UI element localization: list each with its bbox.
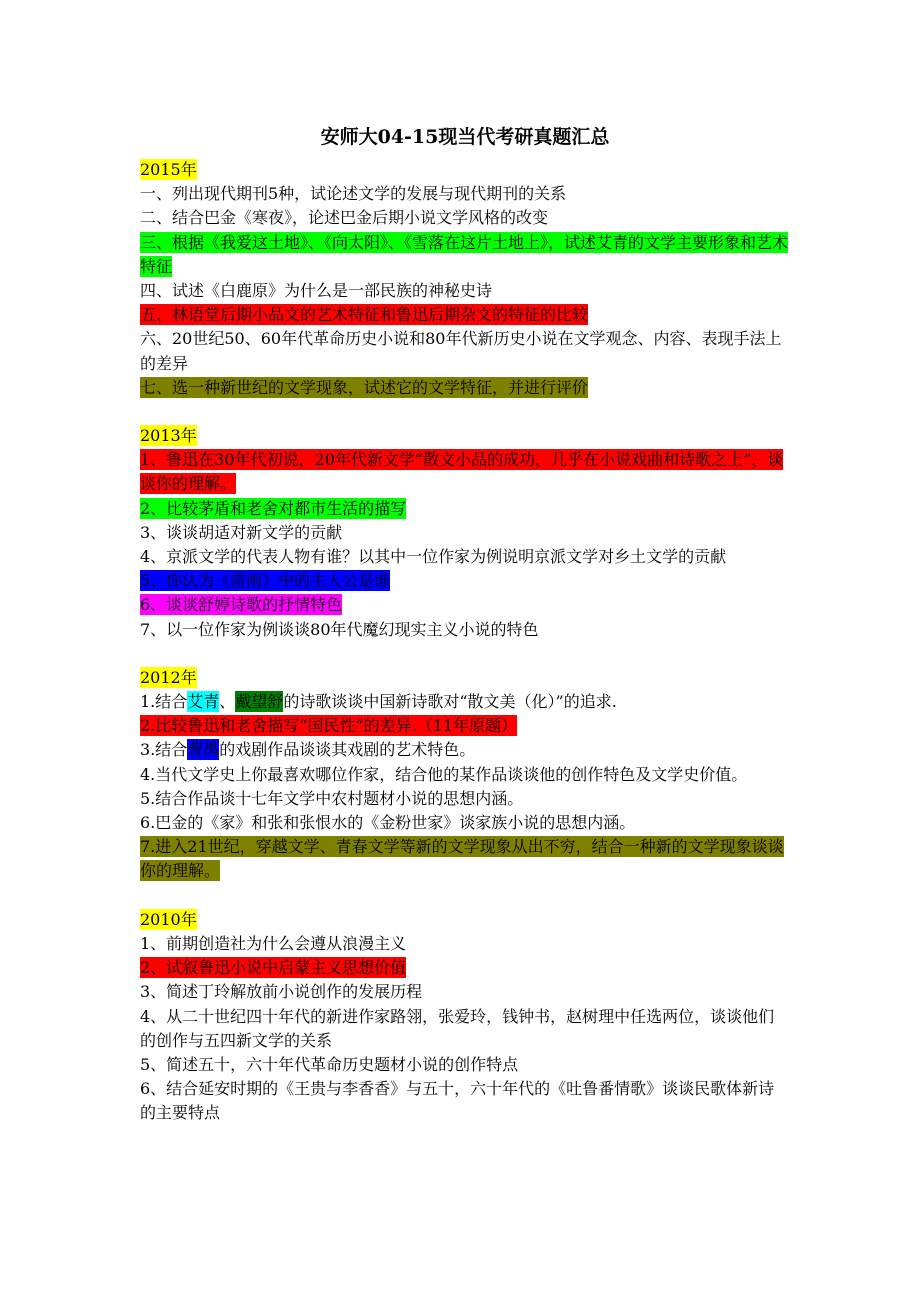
question-2015-2: 二、结合巴金《寒夜》，论述巴金后期小说文学风格的改变 — [140, 208, 549, 228]
question-2012-1-prefix: 1.结合 — [140, 692, 188, 712]
question-2010-4: 4、从二十世纪四十年代的新进作家路翎，张爱玲，钱钟书，赵树理中任选两位，谈谈他们的创作与五四新文学的关系 — [140, 1006, 775, 1050]
section-2013 — [140, 424, 790, 642]
highlight-dai-wangshu: 戴望舒 — [235, 692, 284, 712]
section-2010 — [140, 908, 790, 1126]
question-2010-6: 6、结合延安时期的《王贵与李香香》与五十，六十年代的《吐鲁番情歌》谈谈民歌体新诗的主要特点 — [140, 1079, 775, 1123]
year-heading-2013: 2013年 — [140, 426, 197, 446]
question-2015-3: 三、根据《我爱这土地》、《向太阳》、《雪落在这片土地上》，试述艾青的文学主要形象和艺术特征 — [140, 232, 789, 276]
highlight-ai-qing: 艾青 — [187, 692, 220, 712]
question-2013-6: 6、谈谈舒婷诗歌的抒情特色 — [140, 595, 343, 615]
question-2015-7: 七、选一种新世纪的文学现象，试述它的文学特征，并进行评价 — [140, 377, 589, 397]
question-2012-3 — [140, 738, 790, 762]
question-2010-5: 5、简述五十，六十年代革命历史题材小说的创作特点 — [140, 1054, 519, 1074]
document-title: 安师大04-15现当代考研真题汇总 — [320, 126, 610, 148]
question-2012-3-prefix: 3.结合 — [140, 740, 188, 760]
year-heading-2015: 2015年 — [140, 160, 197, 179]
question-2013-3: 3、谈谈胡适对新文学的贡献 — [140, 522, 343, 542]
year-heading-2010: 2010年 — [140, 909, 197, 929]
question-2015-4: 四、试述《白鹿原》为什么是一部民族的神秘史诗 — [140, 281, 493, 301]
question-2015-6: 六、20世纪50、60年代革命历史小说和80年代新历史小说在文学观念、内容、表现手法上的差异 — [140, 329, 782, 373]
question-2013-5: 5、你认为《雷雨》中的主人公是谁 — [140, 571, 391, 591]
question-2010-2: 2、试叙鲁迅小说中启蒙主义思想价值 — [140, 958, 407, 978]
question-2013-2: 2、比较茅盾和老舍对都市生活的描写 — [140, 498, 407, 518]
question-2015-5: 五、林语堂后期小品文的艺术特征和鲁迅后期杂文的特征的比较 — [140, 305, 589, 325]
question-2012-2: 2.比较鲁迅和老舍描写“国民性”的差异.（11年原题） — [140, 716, 518, 736]
section-2012 — [140, 666, 790, 884]
document-body — [140, 122, 790, 1150]
question-2012-4: 4.当代文学史上你最喜欢哪位作家，结合他的某作品谈谈他的创作特色及文学史价值。 — [140, 764, 748, 784]
question-2012-6: 6.巴金的《家》和张和张恨水的《金粉世家》谈家族小说的思想内涵。 — [140, 813, 636, 833]
highlight-cao-yu: 曹禺 — [187, 740, 220, 760]
question-2010-1: 1、前期创造社为什么会遵从浪漫主义 — [140, 933, 407, 953]
question-2012-1-rest: 的诗歌谈谈中国新诗歌对“散文美（化）”的追求. — [283, 692, 617, 712]
question-2012-3-rest: 的戏剧作品谈谈其戏剧的艺术特色。 — [219, 740, 476, 760]
section-2015 — [140, 158, 790, 400]
year-heading-2012: 2012年 — [140, 667, 197, 687]
question-2012-7: 7.进入21世纪，穿越文学、青春文学等新的文学现象从出不穷，结合一种新的文学现象谈谈你的理解。 — [140, 837, 784, 881]
question-2012-5: 5.结合作品谈十七年文学中农村题材小说的思想内涵。 — [140, 788, 524, 808]
question-2015-1: 一、列出现代期刊5种，试论述文学的发展与现代期刊的关系 — [140, 184, 567, 204]
question-2010-3: 3、简述丁玲解放前小说创作的发展历程 — [140, 982, 423, 1002]
question-2012-1-sep: 、 — [219, 692, 236, 712]
question-2013-4: 4、京派文学的代表人物有谁？以其中一位作家为例说明京派文学对乡土文学的贡献 — [140, 547, 727, 567]
question-2012-1 — [140, 690, 790, 714]
question-2013-7: 7、以一位作家为例谈谈80年代魔幻现实主义小说的特色 — [140, 619, 539, 639]
question-2013-1: 1、鲁迅在30年代初说，20年代新文学“散文小品的成功，几乎在小说戏曲和诗歌之上”，谈谈你的理解。 — [140, 450, 784, 494]
